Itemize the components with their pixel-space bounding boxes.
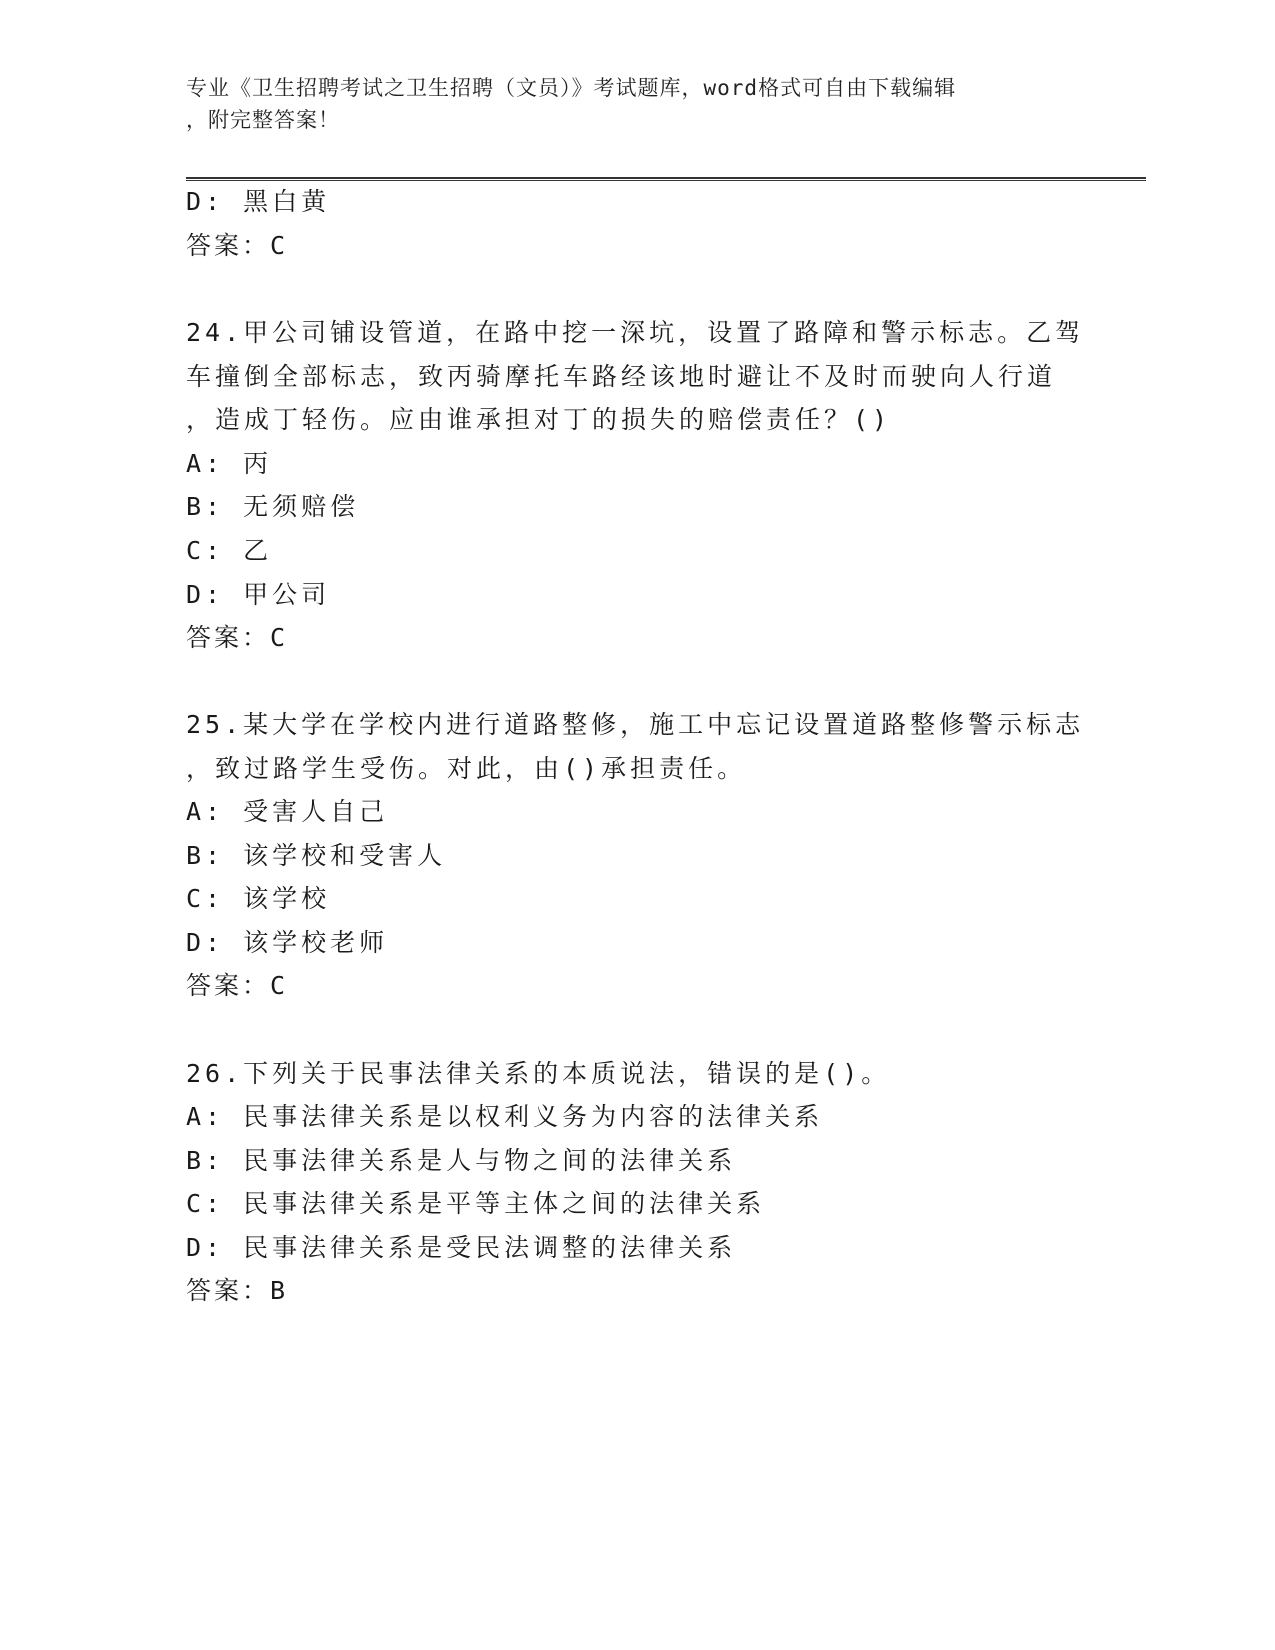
question-24-stem-line-2: 车撞倒全部标志，致丙骑摩托车路经该地时避让不及时而驶向人行道 bbox=[186, 362, 1057, 391]
question-26-answer bbox=[186, 1276, 287, 1306]
document-header bbox=[186, 72, 1066, 136]
answer-value: B bbox=[270, 1276, 288, 1305]
question-25-option-c: C: 该学校 bbox=[186, 884, 331, 913]
question-24-option-b: B: 无须赔偿 bbox=[186, 492, 360, 521]
header-divider bbox=[186, 177, 1146, 181]
answer-label: 答案： bbox=[186, 623, 271, 652]
question-24-option-d: D: 甲公司 bbox=[186, 580, 331, 609]
question-26-option-c: C: 民事法律关系是平等主体之间的法律关系 bbox=[186, 1189, 766, 1218]
question-26-stem-line-1: 26.下列关于民事法律关系的本质说法，错误的是()。 bbox=[186, 1059, 891, 1088]
question-24-answer bbox=[186, 623, 287, 653]
question-26-option-b: B: 民事法律关系是人与物之间的法律关系 bbox=[186, 1146, 737, 1175]
question-25-stem-line-1: 25.某大学在学校内进行道路整修，施工中忘记设置道路整修警示标志 bbox=[186, 710, 1085, 739]
answer-label: 答案： bbox=[186, 231, 271, 260]
answer-label: 答案： bbox=[186, 971, 271, 1000]
question-26-option-d: D: 民事法律关系是受民法调整的法律关系 bbox=[186, 1233, 737, 1262]
question-25-option-b: B: 该学校和受害人 bbox=[186, 841, 447, 870]
header-line-2: ，附完整答案！ bbox=[186, 108, 340, 132]
question-25-option-a: A: 受害人自己 bbox=[186, 797, 389, 826]
question-26-option-a: A: 民事法律关系是以权利义务为内容的法律关系 bbox=[186, 1102, 824, 1131]
question-25-stem-line-2: ，致过路学生受伤。对此，由()承担责任。 bbox=[186, 754, 747, 783]
answer-label: 答案： bbox=[186, 1276, 271, 1305]
question-24-option-a: A: 丙 bbox=[186, 449, 273, 478]
question-24-stem-line-1: 24.甲公司铺设管道，在路中挖一深坑，设置了路障和警示标志。乙驾 bbox=[186, 318, 1085, 347]
answer-value: C bbox=[270, 231, 288, 260]
answer-line bbox=[186, 231, 287, 261]
question-25-option-d: D: 该学校老师 bbox=[186, 928, 389, 957]
question-24-option-c: C: 乙 bbox=[186, 536, 273, 565]
option-d: D: 黑白黄 bbox=[186, 187, 331, 216]
header-line-1: 专业《卫生招聘考试之卫生招聘（文员）》考试题库，word格式可自由下载编辑 bbox=[186, 76, 957, 100]
answer-value: C bbox=[270, 971, 288, 1000]
question-25-answer bbox=[186, 971, 287, 1001]
question-24-stem-line-3: ，造成丁轻伤。应由谁承担对丁的损失的赔偿责任？() bbox=[186, 405, 892, 434]
answer-value: C bbox=[270, 623, 288, 652]
